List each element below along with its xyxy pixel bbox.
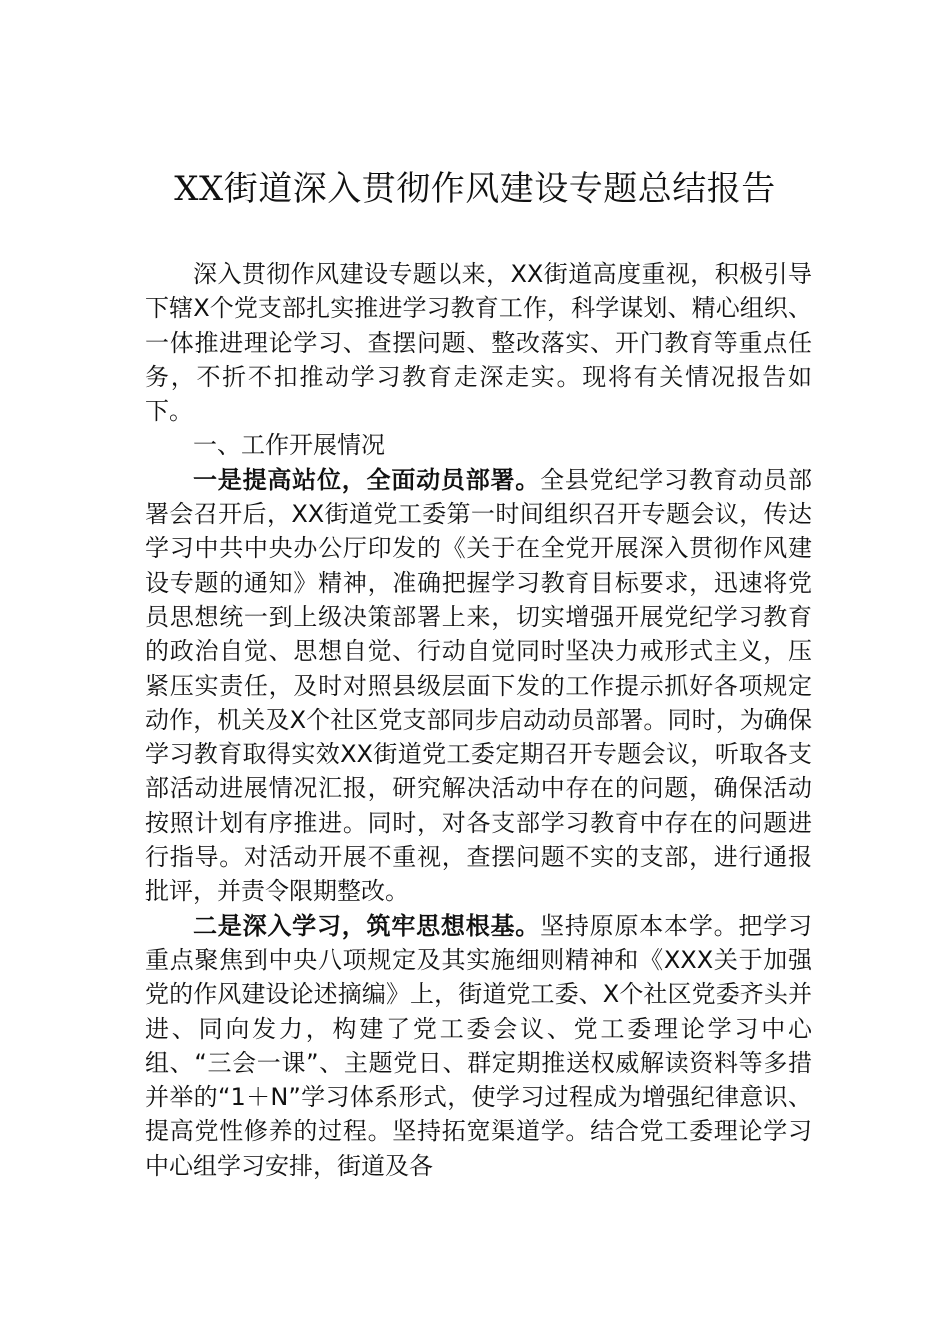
item-paragraph-2 xyxy=(145,909,812,1183)
document-body xyxy=(145,257,812,1183)
item-lead-1: 一是提高站位，全面动员部署。 xyxy=(193,465,541,494)
item-paragraph-1 xyxy=(145,463,812,909)
section-heading: 一、工作开展情况 xyxy=(193,431,385,460)
item-text-2: 坚持原原本本学。把学习重点聚焦到中央八项规定及其实施细则精神和《XXX关于加强党的作风建设论述摘编》上，街道党工委、X个社区党委齐头并进、同向发力，构建了党工委会议、党工委理论学习中心组、“三会一课”、主题党日、群定期推送权威解读资料等多措并举的“1＋N”学习体系形式，使学习过程成为增强纪律意识、提高党性修养的过程。坚持拓宽渠道学。结合党工委理论学习中心组学习安排，街道及各 xyxy=(145,911,813,1180)
intro-paragraph: 深入贯彻作风建设专题以来，XX街道高度重视，积极引导下辖X个党支部扎实推进学习教育工作，科学谋划、精心组织、一体推进理论学习、查摆问题、整改落实、开门教育等重点任务，不折不扣推动学习教育走深走实。现将有关情况报告如下。 xyxy=(145,260,812,426)
document-title: XX街道深入贯彻作风建设专题总结报告 xyxy=(174,169,776,209)
item-text-1: 全县党纪学习教育动员部署会召开后，XX街道党工委第一时间组织召开专题会议，传达学习中共中央办公厅印发的《关于在全党开展深入贯彻作风建设专题的通知》精神，准确把握学习教育目标要求，迅速将党员思想统一到上级决策部署上来，切实增强开展党纪学习教育的政治自觉、思想自觉、行动自觉同时坚决力戒形式主义，压紧压实责任，及时对照县级层面下发的工作提示抓好各项规定动作，机关及X个社区党支部同步启动动员部署。同时，为确保学习教育取得实效XX街道党工委定期召开专题会议，听取各支部活动进展情况汇报，研究解决活动中存在的问题，确保活动按照计划有序推进。同时，对各支部学习教育中存在的问题进行指导。对活动开展不重视，查摆问题不实的支部，进行通报批评，并责令限期整改。 xyxy=(145,465,813,906)
item-lead-2: 二是深入学习，筑牢思想根基。 xyxy=(193,911,541,940)
